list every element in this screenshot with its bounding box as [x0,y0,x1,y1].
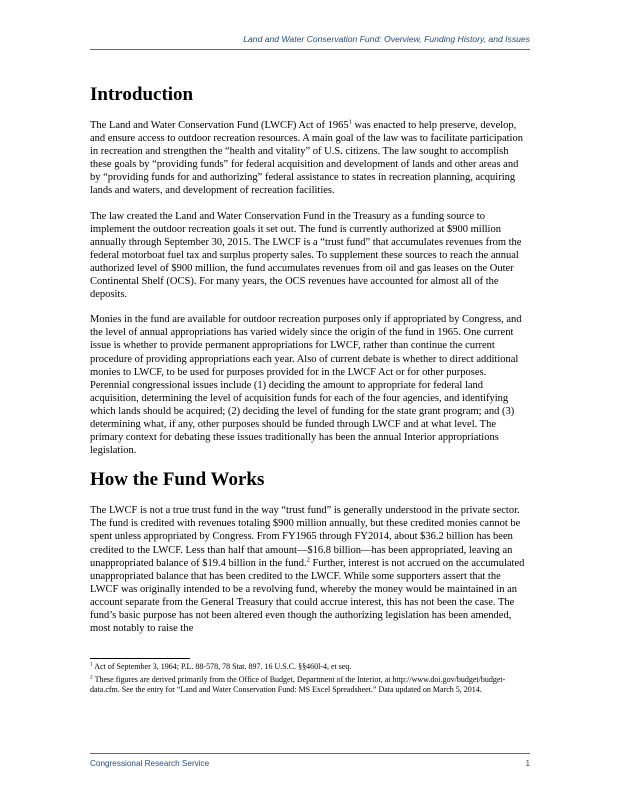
footnote-text: Act of September 3, 1964; P.L. 88-578, 78 Stat. 897. 16 U.S.C. §§460l-4, et seq. [92,662,352,671]
footnote-divider [90,658,190,659]
intro-p1-text-before: The Land and Water Conservation Fund (LWCF) Act of 1965 [90,120,349,131]
page-number: 1 [525,759,530,768]
main-content [90,84,526,647]
footnote-ref-1[interactable]: 1 [348,118,352,126]
how-paragraph-1 [90,504,526,635]
section-heading-introduction: Introduction [90,84,194,105]
section-heading-how-the-fund-works: How the Fund Works [90,469,265,491]
how-p1-text-after: Further, interest is not accrued on the accumulated unappropriated balance that has been credited to the LWCF. While some supporters assert that the LWCF was originally intended to be a revolving fund, whereby the money would be maintained in an account separate from the General Treasury that could accrue interest, this has not been the case. The fund’s basic purpose has not been altered even though the authorizing legislation has been amended, most notably to raise the [90,557,525,635]
page-footer [90,753,530,768]
intro-paragraph-1 [90,119,526,198]
footnote-1 [90,662,526,672]
footnote-text: These figures are derived primarily from the Office of Budget, Department of the Interior, at http://www.doi.gov/budget/budget-data.cfm. See the entry for “Land and Water Conservation Fund: MS Excel Spreadsheet.” Data updated on March 5, 2014. [90,675,506,695]
footnote-2 [90,675,526,695]
footnote-number: 2 [90,674,93,681]
footnote-ref-2[interactable]: 2 [306,556,310,564]
intro-paragraph-2: The law created the Land and Water Conservation Fund in the Treasury as a funding source to implement the outdoor recreation goals it set out. The fund is currently authorized at $900 million annually through September 30, 2015. The LWCF is a “trust fund” that accumulates revenues from the federal motorboat fuel tax and surplus property sales. To supplement these sources to reach the annual authorized level of $900 million, the fund accumulates revenues from oil and gas leases on the Outer Continental Shelf (OCS). For many years, the OCS revenues have accounted for almost all of the deposits. [90,210,522,301]
footnotes [90,662,526,699]
footnote-number: 1 [90,661,93,668]
how-p1-text-before: The LWCF is not a true trust fund in the way “trust fund” is generally understood in the private sector. The fund is credited with revenues totaling $900 million annually, but these credited monies cannot be spent unless appropriated by Congress. From FY1965 through FY2014, about $36.2 billion has been credited to the LWCF. Less than half that amount—$16.8 billion—has been appropriated, leaving an unappropriated balance of $19.4 billion in the fund. [90,505,521,569]
footer-org: Congressional Research Service [90,759,210,768]
running-header: Land and Water Conservation Fund: Overview, Funding History, and Issues [90,34,530,50]
intro-p1-text-after: was enacted to help preserve, develop, and ensure access to outdoor recreation resources. A main goal of the law was to facilitate participation in recreation and strengthen the “health and vitality” of U.S. citizens. The law sought to accomplish these goals by “providing funds” for federal acquisition and development of lands and other areas and by “providing funds for and authorizing” federal assistance to states in recreation planning, acquiring lands and waters, and development of recreation facilities. [90,120,523,197]
intro-paragraph-3: Monies in the fund are available for outdoor recreation purposes only if appropriated by Congress, and the level of annual appropriations has varied widely since the origin of the fund in 1965. One current issue is whether to provide permanent appropriations for LWCF, rather than continue the current procedure of providing appropriations each year. Also of current debate is whether to direct additional monies to LWCF, to be used for purposes provided for in the LWCF Act or for other purposes. Perennial congressional issues include (1) deciding the amount to appropriate for federal land acquisition, determining the level of acquisition funds for each of the four agencies, and identifying which lands should be acquired; (2) deciding the level of funding for the state grant program; and (3) determining what, if any, other purposes should be funded through LWCF and at what level. The primary context for debating these issues traditionally has been the annual Interior appropriations legislation. [90,314,522,457]
